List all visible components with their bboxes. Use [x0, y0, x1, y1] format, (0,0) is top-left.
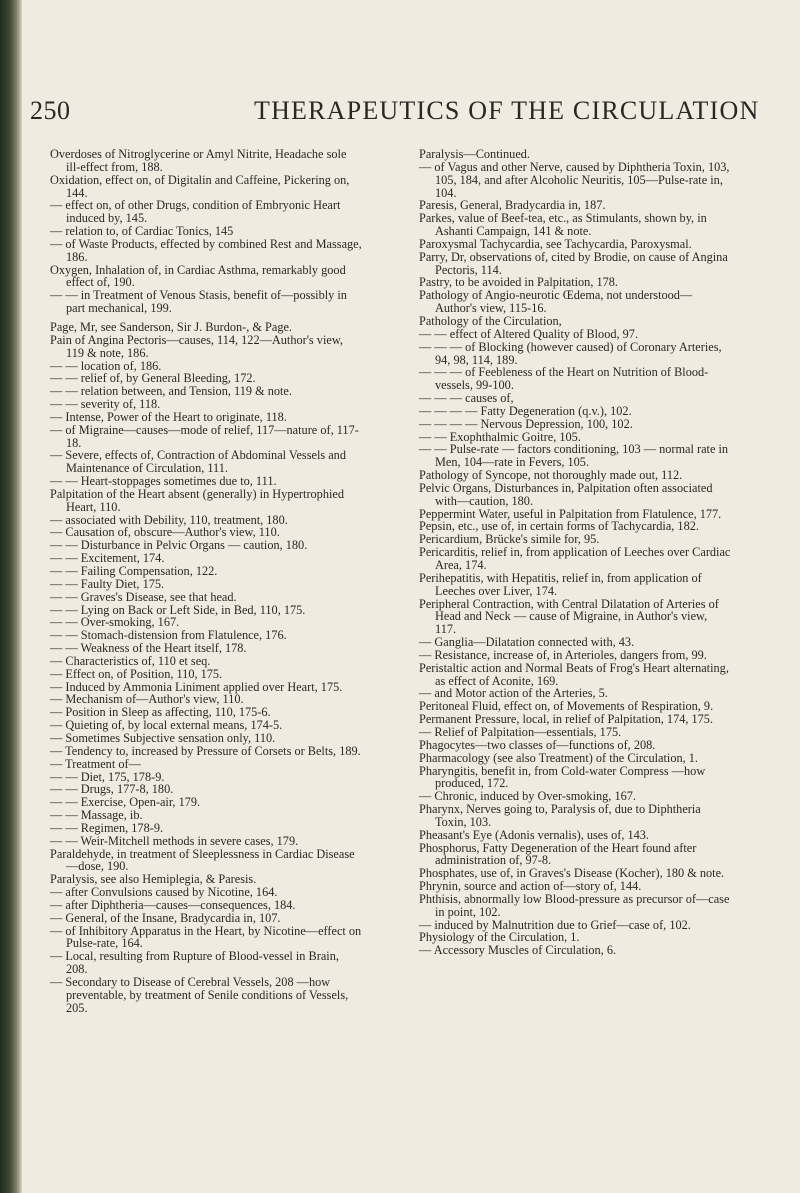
index-entry: — of Waste Products, effected by combined Rest and Massage, 186.: [50, 236, 365, 264]
index-entry: — — Excitement, 174.: [50, 551, 165, 566]
index-entry: Pepsin, etc., use of, in certain forms of Tachycardia, 182.: [419, 519, 699, 534]
book-spine-shadow: [0, 0, 22, 1193]
index-entry: — — in Treatment of Venous Stasis, benefit of—possibly in part mechanical, 199.: [50, 288, 351, 316]
index-entry: — relation to, of Cardiac Tonics, 145: [50, 224, 234, 239]
index-entry: — — Exercise, Open-air, 179.: [50, 795, 201, 810]
index-entry: — associated with Debility, 110, treatment, 180.: [50, 512, 288, 527]
index-entry: Pericarditis, relief in, from application of Leeches over Cardiac Area, 174.: [419, 545, 733, 572]
index-entry: — Chronic, induced by Over-smoking, 167.: [419, 789, 636, 804]
index-entry: Physiology of the Circulation, 1.: [419, 930, 580, 945]
index-entry: — Effect on, of Position, 110, 175.: [50, 666, 223, 681]
index-entry: Oxygen, Inhalation of, in Cardiac Asthma, remarkably good effect of, 190.: [50, 262, 349, 290]
index-entry: — of Inhibitory Apparatus in the Heart, by Nicotine—effect on Pulse-rate, 164.: [50, 923, 365, 951]
index-entry: — — Regimen, 178-9.: [50, 820, 164, 835]
index-entry: Peristaltic action and Normal Beats of Frog's Heart alternating, as effect of Aconite, 169.: [419, 660, 732, 688]
index-entry: Peripheral Contraction, with Central Dilatation of Arteries of Head and Neck — cause of Migraine, in Author's view, 117.: [419, 596, 722, 637]
index-entry: — — Diet, 175, 178-9.: [50, 769, 165, 784]
index-entry: — — — — Fatty Degeneration (q.v.), 102.: [419, 403, 632, 418]
index-entry: Pericardium, Brücke's simile for, 95.: [419, 532, 600, 547]
index-entry: — — severity of, 118.: [50, 397, 161, 412]
index-entry: — — Stomach-distension from Flatulence, 176.: [50, 628, 287, 643]
index-entry: — of Migraine—causes—mode of relief, 117—nature of, 117-18.: [50, 422, 359, 450]
index-entry: Phosphorus, Fatty Degeneration of the Heart found after administration of, 97-8.: [419, 840, 700, 868]
index-entry: — Quieting of, by local external means, 174-5.: [50, 718, 283, 733]
index-entry: — — Massage, ib.: [50, 808, 143, 823]
index-entry: — Sometimes Subjective sensation only, 110.: [50, 730, 276, 745]
index-entry: — Causation of, obscure—Author's view, 110.: [50, 525, 280, 540]
index-entry: — Relief of Palpitation—essentials, 175.: [419, 724, 622, 739]
index-entry: Peritoneal Fluid, effect on, of Movements of Respiration, 9.: [419, 699, 714, 714]
index-entry: — — Weir-Mitchell methods in severe cases, 179.: [50, 833, 299, 848]
index-entry: — induced by Malnutrition due to Grief—case of, 102.: [419, 917, 691, 932]
index-entry: — — Heart-stoppages sometimes due to, 111.: [50, 474, 277, 489]
index-entry: Pheasant's Eye (Adonis vernalis), uses of, 143.: [419, 827, 650, 842]
index-entry: — Resistance, increase of, in Arterioles, dangers from, 99.: [419, 647, 707, 662]
index-entry: — — Faulty Diet, 175.: [50, 576, 165, 591]
index-entry: Perihepatitis, with Hepatitis, relief in, from application of Leeches over Liver, 174.: [419, 570, 705, 598]
page-header: [30, 96, 760, 132]
index-entry: Pharynx, Nerves going to, Paralysis of, due to Diphtheria Toxin, 103.: [419, 802, 704, 829]
index-entry: — — Exophthalmic Goitre, 105.: [419, 429, 581, 444]
index-entry: Pain of Angina Pectoris—causes, 114, 122—Author's view, 119 & note, 186.: [50, 332, 347, 360]
index-entry: Pathology of Angio-neurotic Œdema, not understood—Author's view, 115-16.: [419, 288, 693, 316]
index-entry: — Severe, effects of, Contraction of Abdominal Vessels and Maintenance of Circulation, 111.: [50, 448, 350, 476]
index-entry: — — location of, 186.: [50, 358, 162, 373]
index-entry: — Tendency to, increased by Pressure of Corsets or Belts, 189.: [50, 743, 361, 758]
index-entry: — of Vagus and other Nerve, caused by Diphtheria Toxin, 103, 105, 184, and after Alcoholic Neuritis, 105—Pulse-rate in, 104.: [419, 159, 733, 200]
index-entry: — — Lying on Back or Left Side, in Bed, 110, 175.: [50, 602, 306, 617]
index-entry: — after Diphtheria—causes—consequences, 184.: [50, 897, 296, 912]
index-entry: Parry, Dr, observations of, cited by Brodie, on cause of Angina Pectoris, 114.: [419, 249, 731, 277]
index-entry: — — Drugs, 177-8, 180.: [50, 782, 174, 797]
page-number: 250: [30, 96, 71, 125]
index-entry: — — relation between, and Tension, 119 & note.: [50, 384, 292, 399]
index-entry: — effect on, of other Drugs, condition of Embryonic Heart induced by, 145.: [50, 198, 344, 226]
index-entry: — — — causes of,: [419, 391, 514, 406]
index-entry: — — — — Nervous Depression, 100, 102.: [419, 416, 633, 431]
index-entry: Pharyngitis, benefit in, from Cold-water Compress —how produced, 172.: [419, 763, 709, 791]
index-entry: — Position in Sleep as affecting, 110, 175-6.: [50, 705, 271, 720]
index-entry: Parkes, value of Beef-tea, etc., as Stimulants, shown by, in Ashanti Campaign, 141 & note.: [419, 211, 710, 239]
index-entry: Phosphates, use of, in Graves's Disease (Kocher), 180 & note.: [419, 866, 725, 881]
index-entry: — — Over-smoking, 167.: [50, 615, 180, 630]
index-entry: Phthisis, abnormally low Blood-pressure as precursor of—case in point, 102.: [419, 891, 733, 919]
index-entry: — — — of Feebleness of the Heart on Nutrition of Blood-vessels, 99-100.: [419, 365, 709, 393]
index-entry: — Ganglia—Dilatation connected with, 43.: [419, 635, 635, 650]
index-entry: Peppermint Water, useful in Palpitation from Flatulence, 177.: [419, 506, 722, 521]
index-entry: — — effect of Altered Quality of Blood, 97.: [419, 326, 639, 341]
index-entry: — Characteristics of, 110 et seq.: [50, 653, 211, 668]
index-entry: — — Failing Compensation, 122.: [50, 564, 218, 578]
index-entry: — Local, resulting from Rupture of Blood-vessel in Brain, 208.: [50, 949, 343, 977]
index-entry: — Intense, Power of the Heart to originate, 118.: [50, 409, 287, 424]
index-entry: Overdoses of Nitroglycerine or Amyl Nitrite, Headache sole ill-effect from, 188.: [50, 147, 350, 174]
index-entry: — Treatment of—: [50, 756, 141, 771]
index-entry: Paralysis, see also Hemiplegia, & Paresis.: [50, 872, 257, 887]
index-entry: — — Disturbance in Pelvic Organs — caution, 180.: [50, 538, 308, 553]
index-entry: Paroxysmal Tachycardia, see Tachycardia, Paroxysmal.: [419, 236, 692, 251]
index-entry: Oxidation, effect on, of Digitalin and Caffeine, Pickering on, 144.: [50, 172, 353, 200]
index-entry: — Accessory Muscles of Circulation, 6.: [419, 943, 617, 958]
index-entry: Phrynin, source and action of—story of, 144.: [419, 879, 642, 894]
index-entry: — — Graves's Disease, see that head.: [50, 589, 237, 604]
index-entry: — and Motor action of the Arteries, 5.: [419, 686, 608, 701]
index-entry: Paresis, General, Bradycardia in, 187.: [419, 198, 606, 213]
index-entry: — — relief of, by General Bleeding, 172.: [50, 371, 256, 386]
running-title: THERAPEUTICS OF THE CIRCULATION: [254, 96, 760, 125]
index-entry: — Induced by Ammonia Liniment applied over Heart, 175.: [50, 679, 343, 694]
index-entry: — — Weakness of the Heart itself, 178.: [50, 641, 247, 656]
index-entry: — General, of the Insane, Bradycardia in, 107.: [50, 910, 281, 925]
index-entry: Pelvic Organs, Disturbances in, Palpitation often associated with—caution, 180.: [419, 480, 716, 508]
index-entry: Phagocytes—two classes of—functions of, 208.: [419, 737, 656, 752]
index-column-right: [419, 148, 731, 957]
index-column-left: [50, 147, 365, 1015]
index-entry: Paraldehyde, in treatment of Sleeplessness in Cardiac Disease—dose, 190.: [50, 846, 355, 874]
index-entry: — Secondary to Disease of Cerebral Vessels, 208 —how preventable, by treatment of Senile conditions of Vessels, 205.: [50, 975, 352, 1015]
index-entry: Page, Mr, see Sanderson, Sir J. Burdon-, & Page.: [50, 319, 292, 334]
index-entry: — — — of Blocking (however caused) of Coronary Arteries, 94, 98, 114, 189.: [419, 339, 725, 367]
index-entry: Paralysis—Continued.: [419, 147, 531, 161]
index-entry: Permanent Pressure, local, in relief of Palpitation, 174, 175.: [419, 712, 714, 727]
index-entry: Pathology of the Circulation,: [419, 313, 562, 328]
index-entry: Pastry, to be avoided in Palpitation, 178.: [419, 275, 619, 290]
index-entry: — after Convulsions caused by Nicotine, 164.: [50, 885, 278, 900]
index-entry: Pathology of Syncope, not thoroughly made out, 112.: [419, 468, 683, 483]
index-entry: — — Pulse-rate — factors conditioning, 103 — normal rate in Men, 104—rate in Fevers, 105.: [419, 442, 732, 470]
index-entry: — Mechanism of—Author's view, 110.: [50, 692, 244, 707]
index-entry: Palpitation of the Heart absent (generally) in Hypertrophied Heart, 110.: [50, 486, 348, 514]
index-entry: Pharmacology (see also Treatment) of the Circulation, 1.: [419, 750, 699, 765]
